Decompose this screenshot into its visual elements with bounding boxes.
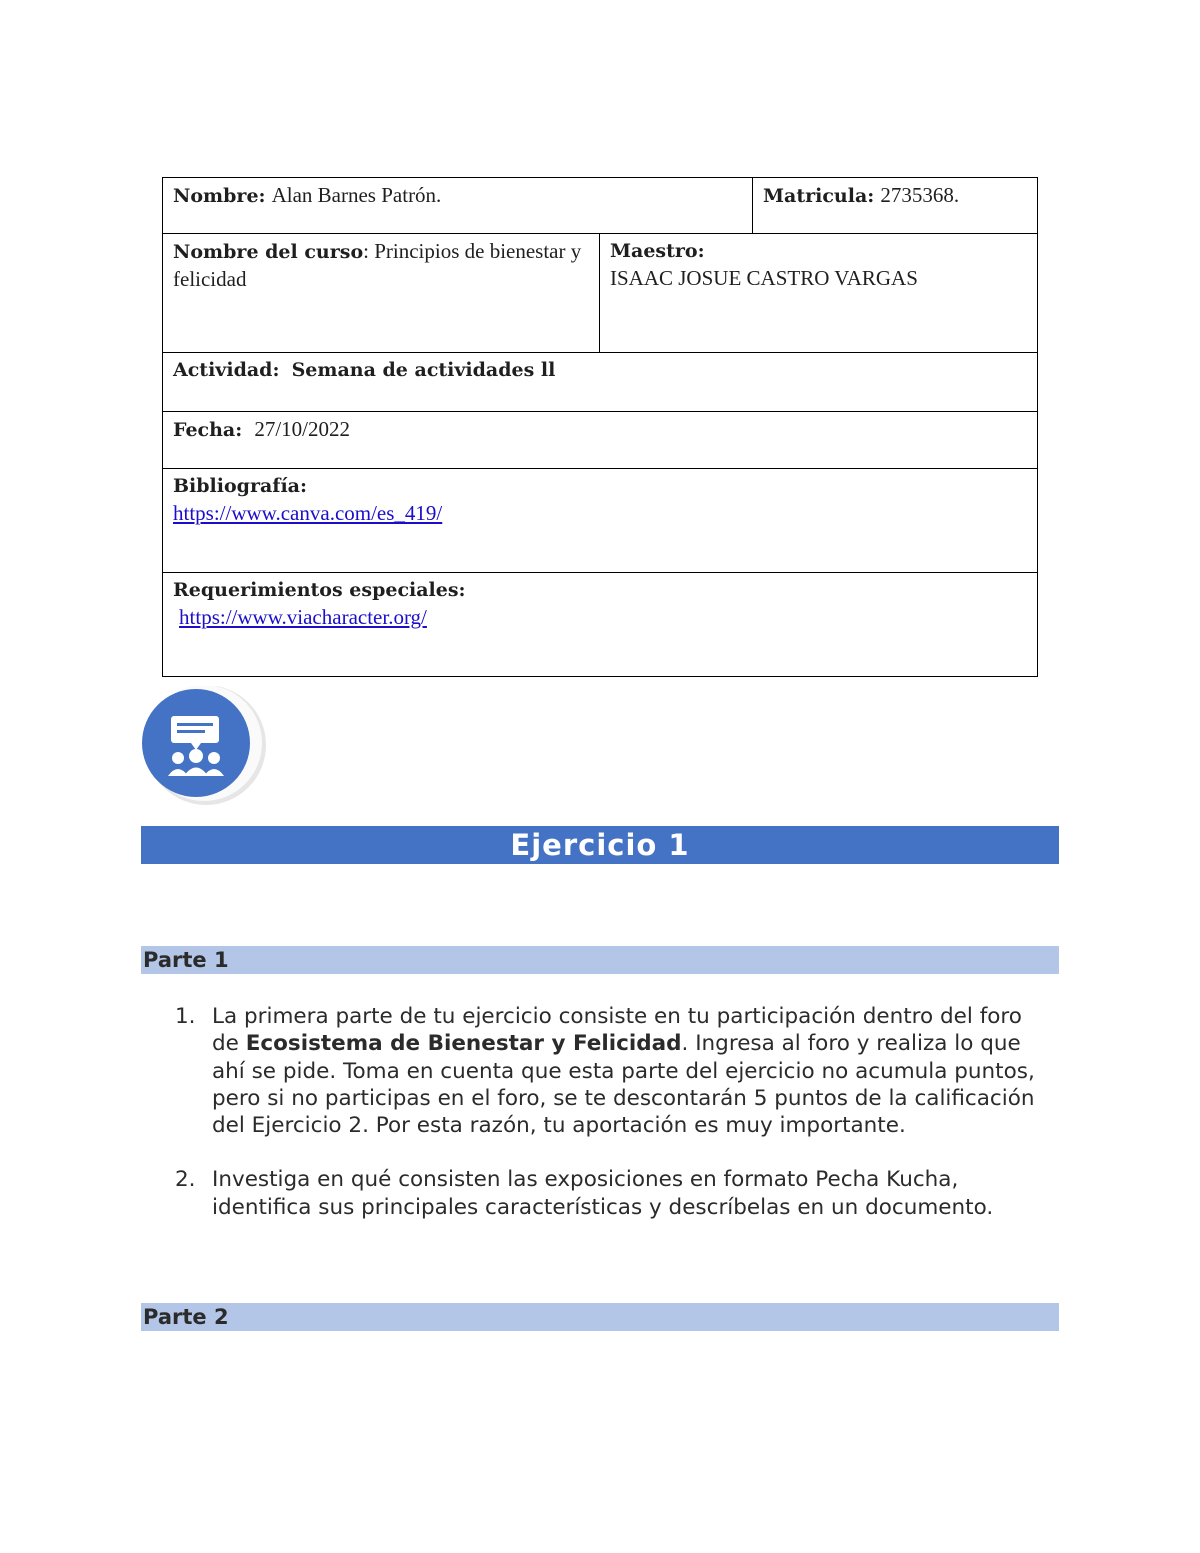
list-item-bold-text: Ecosistema de Bienestar y Felicidad bbox=[245, 1031, 682, 1057]
fecha-label: Fecha: bbox=[173, 419, 243, 441]
bibliografia-cell bbox=[163, 469, 1037, 572]
instructions-list bbox=[175, 1003, 1055, 1248]
actividad-cell bbox=[163, 353, 1037, 411]
matricula-value: 2735368. bbox=[880, 183, 960, 207]
matricula-cell bbox=[753, 178, 1037, 233]
list-item-text-part: . Ingresa al foro y realiza lo que ahí se pide. Toma en cuenta que esta parte del ejercicio no acumula puntos, pero si no participas en el foro, se te descontarán 5 puntos de la calificación del Ejercicio 2. Por esta razón, tu aportación es muy importante. bbox=[212, 1031, 1035, 1139]
requerimientos-cell bbox=[163, 573, 1037, 676]
parte-1-header: Parte 1 bbox=[141, 946, 1059, 974]
nombre-label: Nombre: bbox=[173, 185, 266, 207]
row-fecha bbox=[163, 412, 1037, 469]
bibliografia-link[interactable]: https://www.canva.com/es_419/ bbox=[173, 501, 443, 525]
list-item-text: Investiga en qué consisten las exposiciones en formato Pecha Kucha, identifica sus principales características y descríbelas en un documento. bbox=[212, 1167, 994, 1220]
forum-discussion-icon-graphic bbox=[140, 686, 270, 806]
row-bibliografia bbox=[163, 469, 1037, 573]
list-item bbox=[175, 1166, 1055, 1221]
row-requerimientos bbox=[163, 573, 1037, 676]
forum-discussion-icon bbox=[140, 686, 270, 806]
nombre-cell bbox=[163, 178, 753, 233]
matricula-label: Matricula: bbox=[763, 185, 875, 207]
maestro-value: ISAAC JOSUE CASTRO VARGAS bbox=[610, 266, 918, 290]
parte-2-header: Parte 2 bbox=[141, 1303, 1059, 1331]
actividad-label: Actividad: bbox=[173, 359, 280, 381]
header-info-table bbox=[162, 177, 1038, 677]
actividad-value: Semana de actividades ll bbox=[291, 359, 556, 381]
maestro-label: Maestro: bbox=[610, 240, 705, 262]
nombre-value: Alan Barnes Patrón. bbox=[271, 183, 442, 207]
ejercicio-banner: Ejercicio 1 bbox=[141, 826, 1059, 864]
maestro-cell bbox=[600, 234, 1037, 352]
fecha-value: 27/10/2022 bbox=[254, 417, 351, 441]
list-item bbox=[175, 1003, 1055, 1139]
row-nombre bbox=[163, 178, 1037, 234]
fecha-cell bbox=[163, 412, 1037, 468]
requerimientos-link[interactable]: https://www.viacharacter.org/ bbox=[179, 605, 427, 629]
curso-value: : Principios de bienestar y felicidad bbox=[173, 239, 582, 291]
requerimientos-label: Requerimientos especiales: bbox=[173, 579, 466, 601]
list-item-number: 2. bbox=[175, 1167, 196, 1193]
row-curso bbox=[163, 234, 1037, 353]
list-item-text-part: La primera parte de tu ejercicio consiste en tu participación dentro del foro de bbox=[212, 1004, 1022, 1057]
list-item-text bbox=[212, 1003, 1055, 1139]
bibliografia-label: Bibliografía: bbox=[173, 475, 307, 497]
curso-cell bbox=[163, 234, 600, 352]
list-item-number: 1. bbox=[175, 1004, 196, 1029]
curso-label: Nombre del curso bbox=[173, 241, 364, 263]
row-actividad bbox=[163, 353, 1037, 412]
